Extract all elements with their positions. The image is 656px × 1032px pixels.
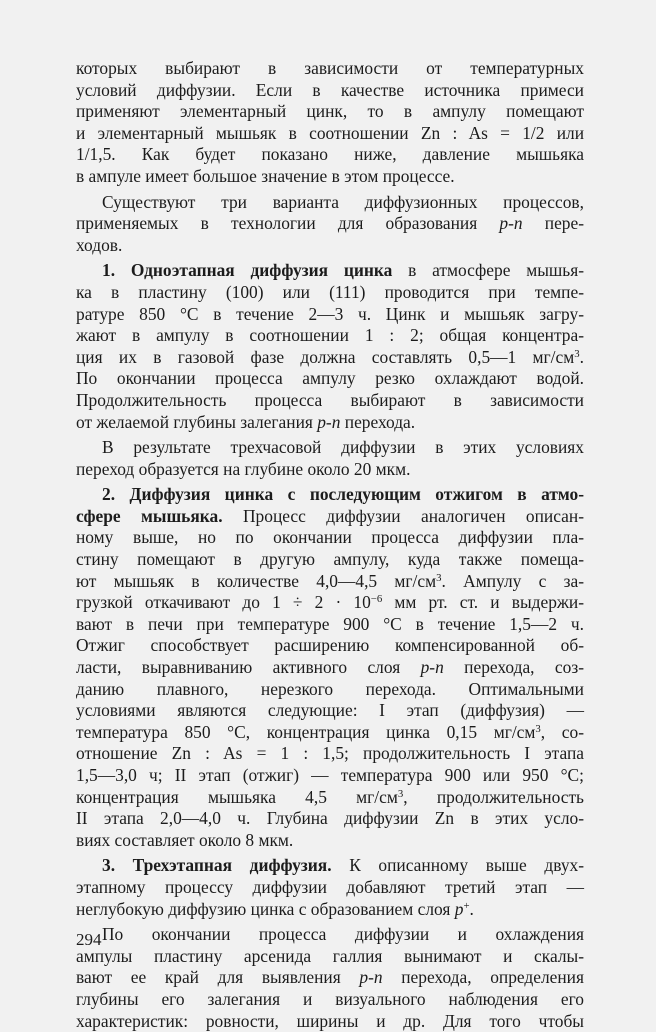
text-run: сфере мышьяка. (76, 505, 223, 526)
text-line: ходов. (76, 234, 123, 255)
paragraph (76, 260, 584, 433)
text-line: условиями являются следующие: I этап (диффузия) — (76, 700, 584, 721)
text-line: отношение Zn : As = 1 : 1,5; продолжительность I этапа (76, 743, 584, 764)
text-line: переход образуется на глубине около 20 мкм. (76, 458, 411, 479)
text-line: виях составляет около 8 мкм. (76, 829, 294, 850)
paragraph (76, 192, 584, 257)
text-line: данию плавного, нерезкого перехода. Оптимальными (76, 678, 584, 699)
text-line (76, 347, 584, 369)
text-line: стину помещают в другую ампулу, куда также помеща- (76, 549, 584, 570)
text-run: . (579, 346, 584, 367)
paragraph (76, 58, 584, 188)
text-run: ют мышьяк в количестве 4,0—4,5 мг/см (76, 570, 437, 591)
text-line: глубины его залегания и визуального наблюдения его (76, 988, 584, 1009)
text-run: , продолжительность (403, 786, 584, 807)
text-run: 3 (574, 347, 580, 360)
text-run: + (463, 899, 470, 912)
text-line: ка в пластину (100) или (111) проводится при темпе- (76, 281, 584, 302)
text-run: , со- (540, 721, 585, 742)
text-line: жают в ампулу в соотношении 1 : 2; общая концентра- (76, 325, 584, 346)
text-run: вают ее край для выявления (76, 967, 360, 988)
text-run: ласти, выравниванию активного слоя (76, 657, 421, 678)
text-run: −6 (370, 593, 383, 606)
text-run: 3 (436, 571, 442, 584)
text-line (76, 899, 584, 921)
text-line (76, 484, 584, 506)
text-run: концентрация мышьяка 4,5 мг/см (76, 786, 398, 807)
page-number: 294 (76, 930, 102, 949)
text-run: Процесс диффузии аналогичен описан- (222, 505, 584, 526)
text-line (76, 571, 584, 593)
text-line: 1,5—3,0 ч; II этап (отжиг) — температура 900 или 950 °С; (76, 765, 584, 785)
text-run: 3. Трехэтапная диффузия. (102, 855, 332, 876)
text-line: 1/1,5. Как будет показано ниже, давление мышьяка (76, 144, 584, 165)
text-run: p-n (499, 213, 523, 234)
text-line: характеристик: ровности, ширины и др. Для того чтобы (76, 1010, 584, 1031)
text-run: температура 850 °С, концентрация цинка 0,15 мг/см (76, 721, 536, 742)
text-line: в ампуле имеет большое значение в этом процессе. (76, 165, 455, 186)
text-line: Существуют три варианта диффузионных процессов, (102, 191, 584, 212)
text-run: 3 (535, 722, 541, 735)
text-line: Отжиг способствует расширению компенсированной об- (76, 635, 584, 656)
text-line (76, 260, 584, 282)
text-line: Продолжительность процесса выбирают в зависимости (76, 389, 584, 410)
paragraph (76, 484, 584, 851)
text-run: от желаемой глубины залегания (76, 411, 318, 432)
text-line: применяют элементарный цинк, то в ампулу помещают (76, 101, 584, 122)
text-run: неглубокую диффузию цинка с образованием слоя (76, 898, 455, 919)
text-run: применяемых в технологии для образования (76, 213, 500, 234)
text-line (76, 657, 584, 679)
text-line (76, 506, 584, 528)
text-line (76, 592, 584, 614)
text-run: 2. Диффузия цинка с последующим отжигом в атмо- (102, 484, 584, 505)
text-run: p (454, 898, 464, 919)
paragraph (76, 855, 584, 920)
text-line (76, 412, 584, 434)
text-run: p-n (420, 657, 444, 678)
text-line: вают в печи при температуре 900 °С в течение 1,5—2 ч. (76, 613, 584, 634)
text-line: В результате трехчасовой диффузии в этих условиях (102, 437, 584, 458)
text-run: перехода. (340, 411, 416, 432)
text-line: II этапа 2,0—4,0 ч. Глубина диффузии Zn в этих усло- (76, 808, 584, 829)
text-run: пере- (522, 213, 584, 234)
text-line (76, 722, 584, 744)
text-line (76, 967, 584, 989)
text-run: 3 (397, 787, 404, 800)
text-line: условий диффузии. Если в качестве источника примеси (76, 79, 584, 100)
text-line (76, 855, 584, 877)
text-run: p-n (317, 411, 341, 432)
text-run: перехода, определения (382, 967, 584, 988)
text-line (76, 787, 584, 809)
text-line: По окончании процесса диффузии и охлаждения (102, 924, 584, 945)
text-run: 1. Одноэтапная диффузия цинка (102, 260, 393, 281)
paragraph (76, 437, 584, 480)
paragraph (76, 924, 584, 1032)
text-run: перехода, соз- (443, 657, 584, 678)
text-run: p-n (359, 967, 383, 988)
text-line: ному выше, но по окончании процесса диффузии пла- (76, 527, 584, 548)
page-body (76, 58, 584, 1032)
text-run: К описанному выше двух- (331, 855, 584, 876)
text-run: ция их в газовой фазе должна составлять 0,5—1 мг/см (76, 346, 575, 367)
text-run: . (469, 898, 474, 919)
text-line (76, 213, 584, 235)
text-run: грузкой откачивают до 1 ÷ 2 · 10 (76, 592, 371, 613)
text-line: и элементарный мышьяк в соотношении Zn : As = 1/2 или (76, 122, 584, 143)
text-line: ратуре 850 °С в течение 2—3 ч. Цинк и мышьяк загру- (76, 303, 584, 324)
text-line: ампулы пластину арсенида галлия вынимают и скалы- (76, 945, 584, 966)
text-line: По окончании процесса ампулу резко охлаждают водой. (76, 368, 584, 389)
text-run: мм рт. ст. и выдержи- (382, 592, 585, 613)
text-run: в атмосфере мышья- (392, 260, 585, 281)
text-run: . Ампулу с за- (441, 570, 584, 591)
text-line: которых выбирают в зависимости от температурных (76, 58, 584, 78)
text-line: этапному процессу диффузии добавляют третий этап — (76, 876, 584, 897)
